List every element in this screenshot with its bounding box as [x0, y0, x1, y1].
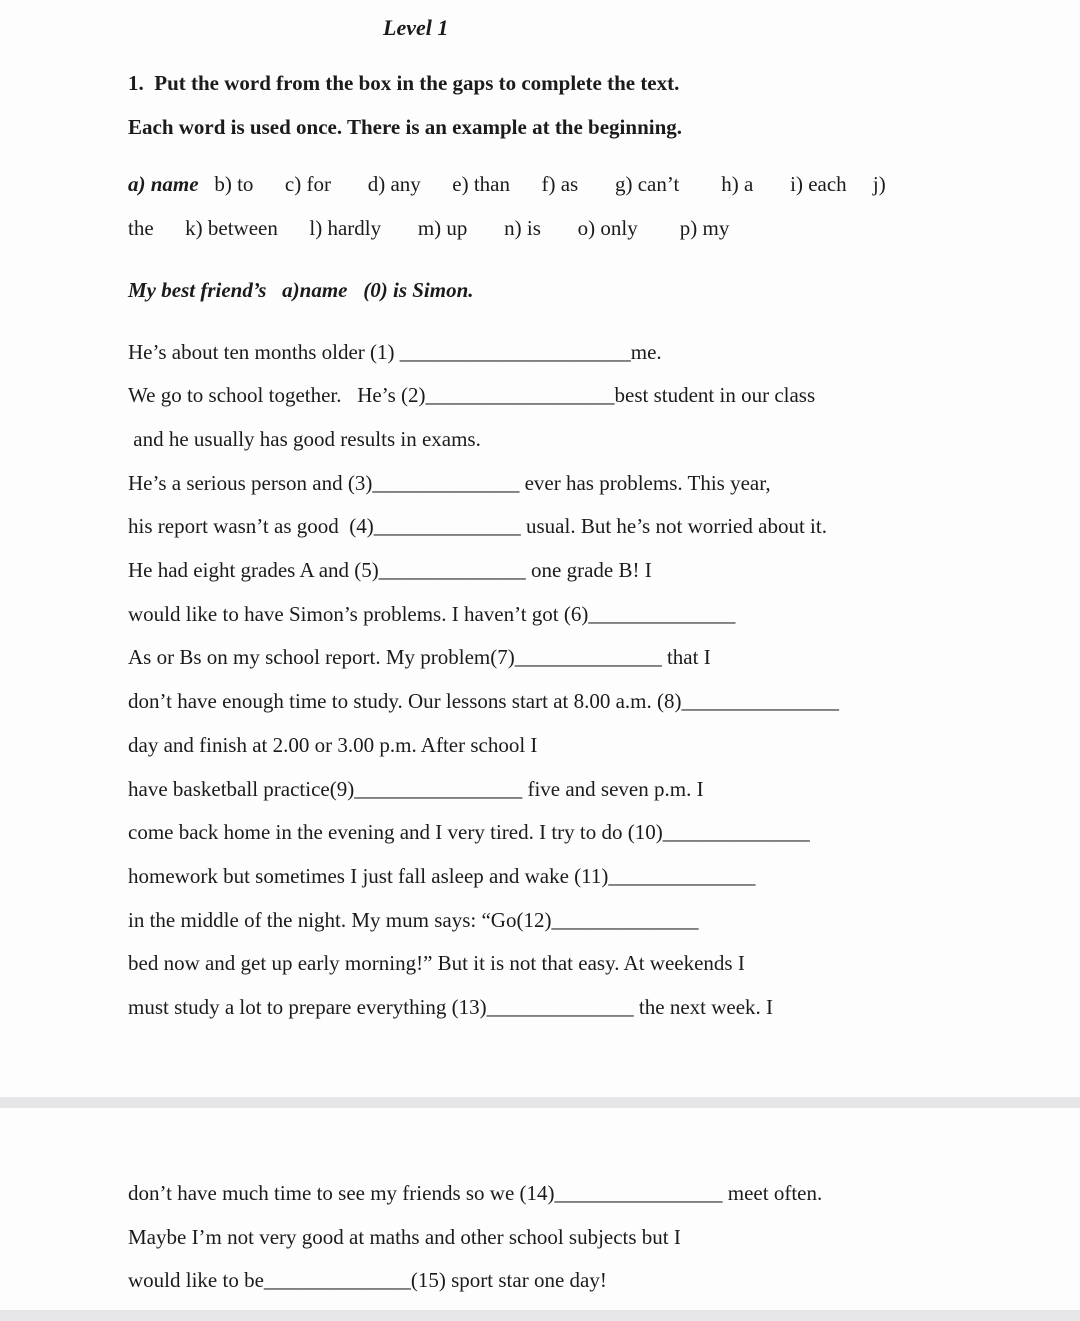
- text-line: As or Bs on my school report. My problem(7)______________ that I: [128, 645, 711, 670]
- text-line: day and finish at 2.00 or 3.00 p.m. After school I: [128, 732, 538, 757]
- text-line: We go to school together. He’s (2)__________________best student in our class: [128, 383, 816, 408]
- text-line: bed now and get up early morning!” But it is not that easy. At weekends I: [128, 951, 745, 976]
- word-box: [128, 163, 1030, 250]
- example-sentence: My best friend’s a)name (0) is Simon.: [128, 277, 474, 302]
- instructions: [128, 62, 1030, 149]
- text-line: come back home in the evening and I very tired. I try to do (10)______________: [128, 820, 810, 845]
- instruction-line-2: Each word is used once. There is an example at the beginning.: [128, 114, 683, 139]
- exercise-text: [128, 331, 1030, 1030]
- exercise-text-continued: [128, 1172, 1030, 1303]
- document-page-2: [0, 1108, 1080, 1310]
- text-line: Maybe I’m not very good at maths and other school subjects but I: [128, 1224, 681, 1249]
- text-line: his report wasn’t as good (4)______________ usual. But he’s not worried about it.: [128, 514, 827, 539]
- text-line: have basketball practice(9)________________ five and seven p.m. I: [128, 776, 704, 801]
- text-line: would like to have Simon’s problems. I haven’t got (6)______________: [128, 601, 736, 626]
- word-box-line-1-rest: b) to c) for d) any e) than f) as g) can’t h) a i) each j): [198, 172, 886, 197]
- text-line: He had eight grades A and (5)______________ one grade B! I: [128, 558, 652, 583]
- word-box-line-1: [128, 163, 1030, 207]
- text-line: and he usually has good results in exams.: [128, 426, 481, 451]
- text-line: homework but sometimes I just fall asleep and wake (11)______________: [128, 863, 756, 888]
- text-line: don’t have much time to see my friends so we (14)________________ meet often.: [128, 1181, 823, 1205]
- text-line: would like to be______________(15) sport star one day!: [128, 1268, 607, 1293]
- page-title: Level 1: [383, 15, 449, 40]
- instruction-line-1: 1. Put the word from the box in the gaps to complete the text.: [128, 71, 680, 95]
- text-line: He’s about ten months older (1) ______________________me.: [128, 339, 662, 364]
- word-box-line-2: the k) between l) hardly m) up n) is o) only p) my: [128, 216, 730, 241]
- text-line: He’s a serious person and (3)______________ ever has problems. This year,: [128, 470, 771, 495]
- text-line: must study a lot to prepare everything (13)______________ the next week. I: [128, 995, 774, 1020]
- text-line: don’t have enough time to study. Our lessons start at 8.00 a.m. (8)_______________: [128, 689, 839, 714]
- word-box-example-item: a) name: [128, 172, 199, 197]
- page-break-divider: [0, 1097, 1080, 1108]
- text-line: in the middle of the night. My mum says: “Go(12)______________: [128, 907, 699, 932]
- page-bottom-divider: [0, 1310, 1080, 1321]
